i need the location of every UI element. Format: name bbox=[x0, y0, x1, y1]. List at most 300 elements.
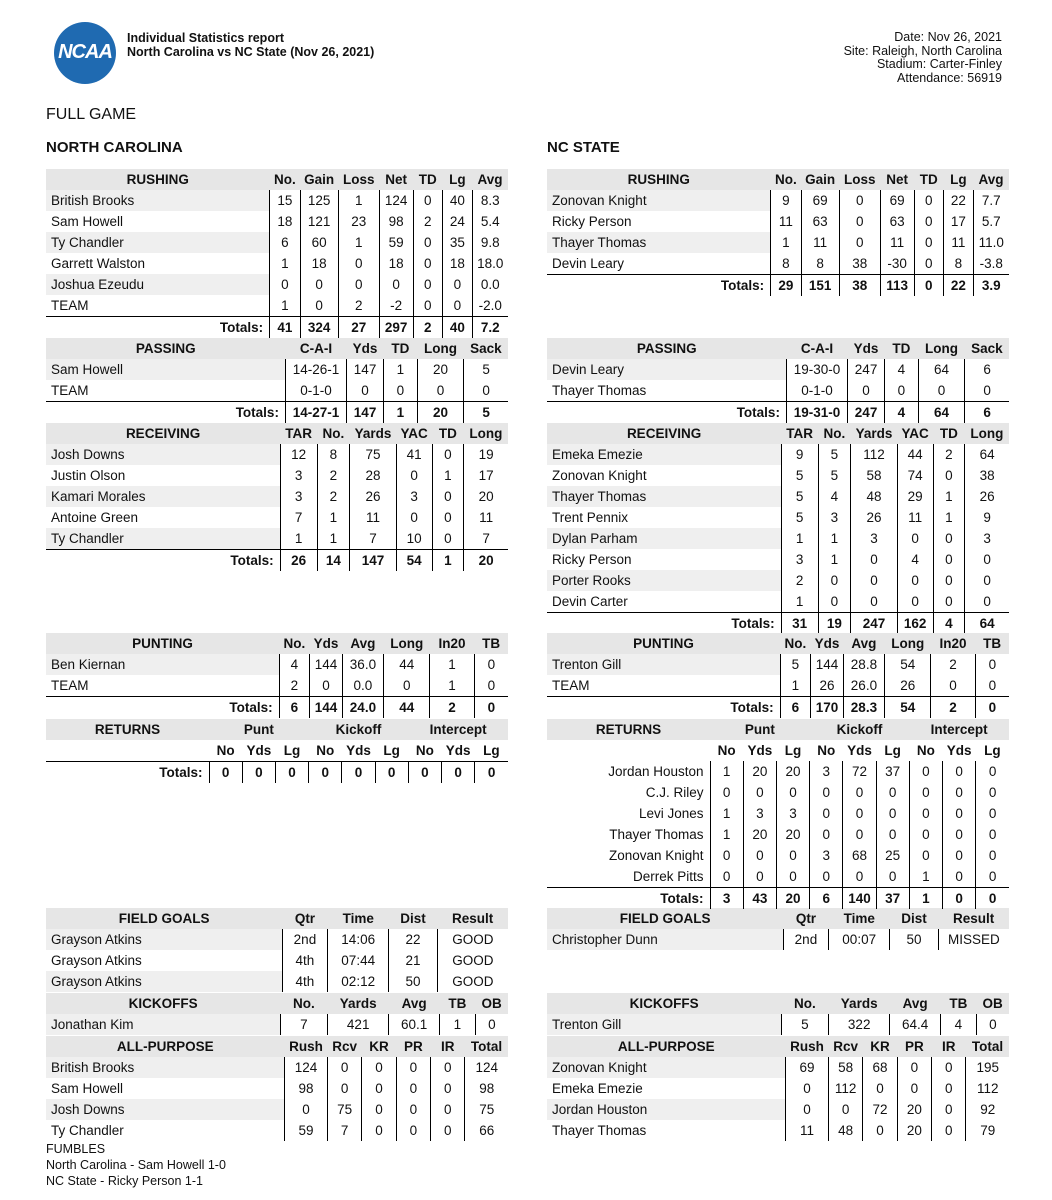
stat-cell: 0 bbox=[786, 1078, 829, 1099]
stat-cell: 11 bbox=[771, 211, 802, 232]
totals-cell: 6 bbox=[279, 697, 310, 719]
stat-cell: 125 bbox=[300, 190, 338, 211]
stat-cell: 8 bbox=[801, 253, 839, 275]
stat-cell: 11 bbox=[944, 232, 974, 253]
stat-cell: 7 bbox=[280, 507, 317, 528]
table-row bbox=[46, 359, 508, 380]
stat-cell: 1 bbox=[780, 675, 811, 697]
player-name: C.J. Riley bbox=[645, 785, 704, 800]
stat-cell: 1 bbox=[338, 190, 379, 211]
left-returns-table bbox=[46, 719, 508, 783]
stat-cell: 0 bbox=[909, 761, 942, 782]
stat-cell: 3 bbox=[396, 486, 432, 507]
stat-cell: -3.8 bbox=[973, 253, 1009, 275]
table-row bbox=[46, 253, 508, 274]
stat-cell: 0 bbox=[976, 866, 1009, 888]
header-row bbox=[46, 423, 508, 444]
totals-label: Totals: bbox=[46, 697, 279, 719]
stat-cell: 4 bbox=[897, 549, 933, 570]
totals-row bbox=[547, 697, 1009, 719]
stat-cell: 1 bbox=[909, 866, 942, 888]
player-name: Zonovan Knight bbox=[547, 190, 771, 211]
column-header: Yds bbox=[342, 740, 375, 762]
stat-cell: 66 bbox=[465, 1120, 508, 1141]
table-row bbox=[547, 528, 1009, 549]
stat-cell: 124 bbox=[379, 190, 413, 211]
stat-cell: 1 bbox=[781, 528, 818, 549]
column-header: Long bbox=[885, 633, 931, 654]
stat-cell: 12 bbox=[280, 444, 317, 465]
stat-cell: 2 bbox=[279, 675, 310, 697]
stat-cell: 23 bbox=[338, 211, 379, 232]
player-name: Ben Kiernan bbox=[46, 654, 279, 675]
column-header: Yards bbox=[851, 423, 897, 444]
totals-cell: 144 bbox=[310, 697, 343, 719]
stat-cell: 11 bbox=[880, 232, 914, 253]
player-name: Trenton Gill bbox=[547, 654, 780, 675]
stat-cell: 5 bbox=[780, 654, 811, 675]
stat-cell: 0 bbox=[464, 380, 508, 402]
stat-cell: 18 bbox=[270, 211, 301, 232]
stat-cell: 1 bbox=[933, 486, 965, 507]
totals-cell: 147 bbox=[350, 550, 396, 572]
stat-cell: 0 bbox=[710, 782, 743, 803]
column-header: PR bbox=[897, 1036, 931, 1057]
stat-cell: GOOD bbox=[437, 971, 508, 992]
stat-cell: 0 bbox=[931, 675, 975, 697]
totals-cell: 0 bbox=[342, 762, 375, 784]
stat-cell: 8 bbox=[944, 253, 974, 275]
stat-cell: 0 bbox=[897, 528, 933, 549]
stat-cell: 0 bbox=[976, 782, 1009, 803]
column-header: Rush bbox=[786, 1036, 829, 1057]
stat-cell: 18 bbox=[443, 253, 473, 274]
totals-row bbox=[547, 402, 1009, 424]
stat-cell: 11 bbox=[801, 232, 839, 253]
player-name: Levi Jones bbox=[639, 806, 704, 821]
header-row bbox=[46, 993, 508, 1014]
fumbles-line: NC State - Ricky Person 1-1 bbox=[46, 1174, 203, 1188]
column-header: No. bbox=[279, 633, 310, 654]
column-header: Lg bbox=[475, 740, 508, 762]
totals-cell: 7.2 bbox=[472, 317, 508, 339]
table-row bbox=[547, 507, 1009, 528]
stat-cell: 19 bbox=[464, 444, 508, 465]
logo-text: NCAA bbox=[58, 41, 112, 63]
totals-cell: 0 bbox=[474, 697, 508, 719]
section-heading: KICKOFFS bbox=[547, 993, 781, 1014]
stat-cell: 5 bbox=[464, 359, 508, 380]
table-row bbox=[46, 1078, 508, 1099]
stat-cell: 60.1 bbox=[389, 1014, 440, 1035]
player-name: Garrett Walston bbox=[51, 256, 146, 271]
totals-cell: 0 bbox=[275, 762, 308, 784]
column-header: Lg bbox=[776, 740, 809, 761]
stat-cell: 0 bbox=[976, 1014, 1009, 1035]
totals-cell: 26 bbox=[280, 550, 317, 572]
totals-cell: 24.0 bbox=[342, 697, 383, 719]
section-heading: RUSHING bbox=[46, 169, 270, 190]
stat-cell: 112 bbox=[828, 1078, 862, 1099]
stat-cell: 5.4 bbox=[472, 211, 508, 232]
player-name: Thayer Thomas bbox=[552, 1123, 647, 1138]
fumbles-section bbox=[46, 1141, 226, 1189]
stat-cell: 0 bbox=[475, 1014, 508, 1035]
team-name-left: NORTH CAROLINA bbox=[46, 139, 183, 156]
stat-cell: 3 bbox=[810, 845, 843, 866]
stat-cell: 18 bbox=[300, 253, 338, 274]
stat-cell: 38 bbox=[839, 253, 880, 275]
stat-cell: 3 bbox=[776, 803, 809, 824]
left-all-purpose-table bbox=[46, 1036, 508, 1141]
stat-cell: 0 bbox=[914, 211, 944, 232]
stat-cell: 48 bbox=[828, 1120, 862, 1141]
player-name: Devin Carter bbox=[552, 594, 628, 609]
totals-cell: 37 bbox=[876, 888, 909, 910]
stat-cell: 0 bbox=[965, 570, 1009, 591]
table-row bbox=[46, 274, 508, 295]
totals-cell: 31 bbox=[781, 613, 818, 635]
column-header: Lg bbox=[876, 740, 909, 761]
header-row bbox=[547, 338, 1009, 359]
column-header: No bbox=[209, 740, 242, 762]
stat-cell: 2 bbox=[413, 211, 443, 232]
stat-cell: 4 bbox=[818, 486, 851, 507]
stat-cell: 59 bbox=[285, 1120, 328, 1141]
stat-cell: 0 bbox=[933, 465, 965, 486]
totals-cell: 0 bbox=[914, 275, 944, 297]
totals-label: Totals: bbox=[46, 402, 285, 424]
stat-cell: 5 bbox=[781, 486, 818, 507]
stat-cell: 3 bbox=[965, 528, 1009, 549]
column-header: Avg bbox=[843, 633, 884, 654]
stat-cell: 2 bbox=[338, 295, 379, 317]
totals-cell: 140 bbox=[843, 888, 876, 910]
stat-cell: 0 bbox=[933, 549, 965, 570]
stat-cell: 0 bbox=[909, 782, 942, 803]
totals-cell: 0 bbox=[309, 762, 342, 784]
left-receiving-table bbox=[46, 423, 508, 571]
stat-cell: 0 bbox=[327, 1057, 361, 1078]
stat-cell: 9 bbox=[965, 507, 1009, 528]
stat-cell: 20 bbox=[743, 824, 776, 845]
column-header: No. bbox=[780, 633, 811, 654]
stat-cell: 0 bbox=[932, 1057, 966, 1078]
stat-cell: 0 bbox=[743, 845, 776, 866]
right-passing-table bbox=[547, 338, 1009, 423]
stat-cell: 11 bbox=[350, 507, 396, 528]
stat-cell: 38 bbox=[965, 465, 1009, 486]
column-header: TD bbox=[432, 423, 464, 444]
stat-cell: 0 bbox=[897, 1057, 931, 1078]
stat-cell: 6 bbox=[965, 359, 1009, 380]
totals-cell: 0 bbox=[441, 762, 474, 784]
column-header: TD bbox=[933, 423, 965, 444]
stat-cell: 21 bbox=[389, 950, 438, 971]
totals-cell: 14-27-1 bbox=[285, 402, 346, 424]
totals-cell: 162 bbox=[897, 613, 933, 635]
stat-cell: 18.0 bbox=[472, 253, 508, 274]
stat-cell: 17 bbox=[464, 465, 508, 486]
stat-cell: 0 bbox=[863, 1120, 897, 1141]
player-name: Ty Chandler bbox=[51, 1123, 124, 1138]
stat-cell: -2.0 bbox=[472, 295, 508, 317]
player-name: Zonovan Knight bbox=[547, 1057, 786, 1078]
column-header: Long bbox=[965, 423, 1009, 444]
table-row bbox=[46, 486, 508, 507]
stat-cell: 0 bbox=[897, 591, 933, 613]
header-row bbox=[547, 169, 1009, 190]
stat-cell: 63 bbox=[880, 211, 914, 232]
column-group-header: Kickoff bbox=[309, 719, 409, 740]
column-header: No bbox=[408, 740, 441, 762]
table-row bbox=[46, 675, 508, 697]
stat-cell: 0 bbox=[909, 845, 942, 866]
stat-cell: 0 bbox=[876, 866, 909, 888]
stat-cell: 0 bbox=[379, 274, 413, 295]
column-header: Rush bbox=[285, 1036, 328, 1057]
stat-cell: 20 bbox=[417, 359, 463, 380]
stat-cell: 5.7 bbox=[973, 211, 1009, 232]
stat-cell: -30 bbox=[880, 253, 914, 275]
stat-cell: 58 bbox=[851, 465, 897, 486]
subheader-row bbox=[547, 740, 1009, 761]
stat-cell: 58 bbox=[828, 1057, 862, 1078]
right-all-purpose-table bbox=[547, 1036, 1009, 1141]
stat-cell: 3 bbox=[781, 549, 818, 570]
player-name: Grayson Atkins bbox=[51, 953, 142, 968]
section-heading: PUNTING bbox=[547, 633, 780, 654]
player-name: Devin Leary bbox=[552, 256, 625, 271]
stat-cell: 0-1-0 bbox=[786, 380, 847, 402]
stat-cell: 0 bbox=[432, 528, 464, 550]
stat-cell: 0 bbox=[710, 866, 743, 888]
stat-cell: 2 bbox=[933, 444, 965, 465]
stat-cell: 0 bbox=[443, 274, 473, 295]
player-name: Sam Howell bbox=[51, 1081, 124, 1096]
stat-cell: 1 bbox=[430, 675, 474, 697]
column-header: TD bbox=[914, 169, 944, 190]
stat-cell: 2 bbox=[317, 465, 350, 486]
stat-cell: 0 bbox=[417, 380, 463, 402]
stat-cell: 0 bbox=[932, 1120, 966, 1141]
player-name: Christopher Dunn bbox=[547, 929, 783, 950]
totals-cell: 2 bbox=[430, 697, 474, 719]
stat-cell: 0 bbox=[413, 190, 443, 211]
stat-cell: 1 bbox=[781, 591, 818, 613]
table-row bbox=[547, 211, 1009, 232]
totals-cell: 0 bbox=[408, 762, 441, 784]
totals-row bbox=[46, 762, 508, 784]
player-name: Dylan Parham bbox=[547, 528, 781, 549]
column-header: Loss bbox=[338, 169, 379, 190]
table-row bbox=[46, 232, 508, 253]
totals-cell: 324 bbox=[300, 317, 338, 339]
totals-cell: 0 bbox=[375, 762, 408, 784]
totals-cell: 3.9 bbox=[973, 275, 1009, 297]
stat-cell: 0 bbox=[975, 654, 1009, 675]
table-row bbox=[46, 528, 508, 550]
column-header: Lg bbox=[275, 740, 308, 762]
stat-cell: 98 bbox=[285, 1078, 328, 1099]
totals-cell: 0 bbox=[475, 762, 508, 784]
stat-cell: 0 bbox=[810, 782, 843, 803]
totals-label: Totals: bbox=[46, 762, 209, 784]
stat-cell: 0 bbox=[743, 782, 776, 803]
player-name: Ty Chandler bbox=[46, 528, 280, 550]
stat-cell: 20 bbox=[897, 1099, 931, 1120]
column-header: No bbox=[309, 740, 342, 762]
stat-cell: 0 bbox=[843, 803, 876, 824]
subheader-blank bbox=[46, 740, 209, 762]
stat-cell: 144 bbox=[310, 654, 343, 675]
stat-cell: 64 bbox=[918, 359, 964, 380]
column-header: Sack bbox=[464, 338, 508, 359]
player-name: Devin Leary bbox=[547, 359, 786, 380]
stat-cell: 147 bbox=[347, 359, 384, 380]
stat-cell: 4 bbox=[940, 1014, 976, 1035]
stat-cell: 11 bbox=[786, 1120, 829, 1141]
column-header: In20 bbox=[931, 633, 975, 654]
left-kickoffs-table bbox=[46, 993, 508, 1035]
column-header: PR bbox=[396, 1036, 430, 1057]
column-header: Yds bbox=[942, 740, 975, 761]
stat-cell: 0 bbox=[933, 570, 965, 591]
totals-cell: 170 bbox=[811, 697, 844, 719]
stat-cell: 20 bbox=[743, 761, 776, 782]
column-header: YAC bbox=[897, 423, 933, 444]
column-header: Dist bbox=[389, 908, 438, 929]
table-row bbox=[547, 654, 1009, 675]
stat-cell: 3 bbox=[810, 761, 843, 782]
table-row bbox=[46, 1057, 508, 1078]
column-header: OB bbox=[475, 993, 508, 1014]
totals-cell: 151 bbox=[801, 275, 839, 297]
header-row bbox=[46, 338, 508, 359]
player-name: Thayer Thomas bbox=[609, 827, 704, 842]
totals-cell: 29 bbox=[771, 275, 802, 297]
stat-cell: 121 bbox=[300, 211, 338, 232]
left-passing-table bbox=[46, 338, 508, 423]
stat-cell: 247 bbox=[848, 359, 885, 380]
stat-cell: 8 bbox=[317, 444, 350, 465]
column-header: Net bbox=[379, 169, 413, 190]
stat-cell: 0-1-0 bbox=[285, 380, 346, 402]
stat-cell: 0 bbox=[431, 1057, 465, 1078]
stat-cell: 0 bbox=[396, 1057, 430, 1078]
section-heading: RETURNS bbox=[547, 719, 710, 740]
subheader-row bbox=[46, 740, 508, 762]
table-row bbox=[46, 465, 508, 486]
stat-cell: 0 bbox=[843, 866, 876, 888]
stat-cell: 0 bbox=[362, 1078, 396, 1099]
column-header: No. bbox=[781, 993, 828, 1014]
stat-cell: 0 bbox=[885, 380, 919, 402]
table-row bbox=[547, 465, 1009, 486]
stat-cell: 26 bbox=[350, 486, 396, 507]
stat-cell: 0 bbox=[932, 1078, 966, 1099]
right-returns-table bbox=[547, 719, 1009, 909]
stat-cell: 44 bbox=[384, 654, 430, 675]
stat-cell: 1 bbox=[270, 295, 301, 317]
totals-cell: 6 bbox=[965, 402, 1009, 424]
totals-label: Totals: bbox=[547, 697, 780, 719]
section-heading: FIELD GOALS bbox=[46, 908, 282, 929]
table-row bbox=[547, 486, 1009, 507]
player-name: Ty Chandler bbox=[46, 232, 270, 253]
section-heading: RUSHING bbox=[547, 169, 771, 190]
right-receiving-table bbox=[547, 423, 1009, 634]
stat-cell: 63 bbox=[801, 211, 839, 232]
ncaa-logo bbox=[54, 22, 116, 84]
table-row bbox=[46, 929, 508, 950]
stat-cell: 37 bbox=[876, 761, 909, 782]
stat-cell: 0 bbox=[396, 1078, 430, 1099]
column-header: C-A-I bbox=[285, 338, 346, 359]
report-title bbox=[127, 31, 374, 59]
stat-cell: 48 bbox=[851, 486, 897, 507]
totals-cell: 38 bbox=[839, 275, 880, 297]
stat-cell: 0 bbox=[863, 1078, 897, 1099]
stat-cell: 15 bbox=[270, 190, 301, 211]
stat-cell: 3 bbox=[280, 486, 317, 507]
totals-cell: 1 bbox=[909, 888, 942, 910]
totals-cell: 6 bbox=[810, 888, 843, 910]
table-row bbox=[547, 232, 1009, 253]
player-name: Sam Howell bbox=[46, 359, 285, 380]
stat-cell: 0 bbox=[851, 549, 897, 570]
player-name: Ricky Person bbox=[552, 214, 632, 229]
stat-cell: 69 bbox=[801, 190, 839, 211]
section-heading: RETURNS bbox=[46, 719, 209, 740]
header-row bbox=[547, 1036, 1009, 1057]
stat-cell: 0 bbox=[965, 549, 1009, 570]
table-row bbox=[547, 761, 1009, 782]
totals-row bbox=[547, 613, 1009, 635]
stat-cell: 11 bbox=[897, 507, 933, 528]
right-field-goals-table bbox=[547, 908, 1009, 950]
player-name: TEAM bbox=[552, 678, 590, 693]
stat-cell: 0 bbox=[310, 675, 343, 697]
stat-cell: 0 bbox=[396, 1120, 430, 1141]
stat-cell: 0 bbox=[776, 782, 809, 803]
stat-cell: 0 bbox=[909, 803, 942, 824]
totals-cell: 54 bbox=[885, 697, 931, 719]
stat-cell: 75 bbox=[465, 1099, 508, 1120]
stat-cell: 0 bbox=[432, 486, 464, 507]
totals-cell: 0 bbox=[242, 762, 275, 784]
totals-cell: 2 bbox=[931, 697, 975, 719]
stat-cell: 3 bbox=[851, 528, 897, 549]
column-header: KR bbox=[863, 1036, 897, 1057]
column-header: Avg bbox=[472, 169, 508, 190]
column-header: TB bbox=[474, 633, 508, 654]
totals-label: Totals: bbox=[46, 317, 270, 339]
stat-cell: 0 bbox=[413, 253, 443, 274]
totals-cell: 14 bbox=[317, 550, 350, 572]
column-header: OB bbox=[976, 993, 1009, 1014]
stat-cell: 0 bbox=[933, 528, 965, 549]
stat-cell: 0 bbox=[432, 444, 464, 465]
stat-cell: 22 bbox=[389, 929, 438, 950]
report-title-line: Individual Statistics report bbox=[127, 31, 284, 45]
header-row bbox=[46, 1036, 508, 1057]
column-header: Rcv bbox=[327, 1036, 361, 1057]
stat-cell: 0 bbox=[474, 675, 508, 697]
totals-cell: 20 bbox=[464, 550, 508, 572]
column-group-header: Punt bbox=[710, 719, 810, 740]
stat-cell: 3 bbox=[280, 465, 317, 486]
